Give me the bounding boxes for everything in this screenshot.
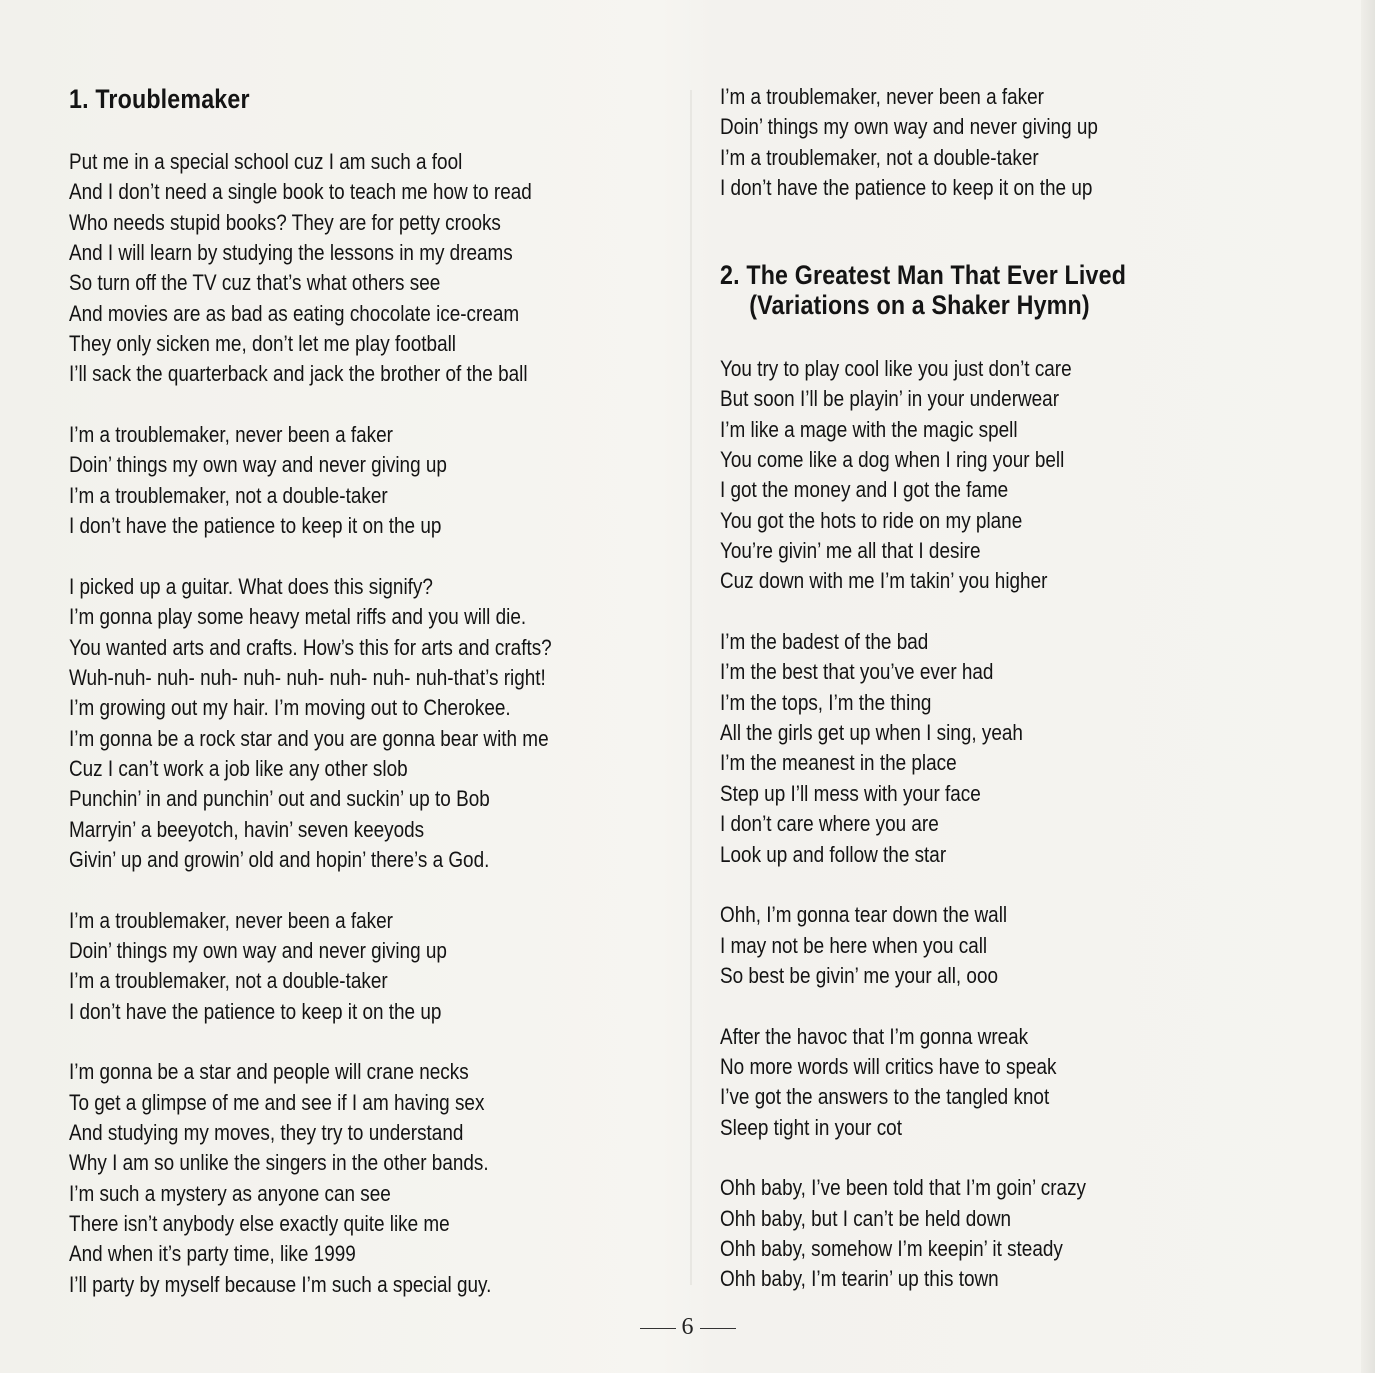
stanza-gap	[69, 875, 630, 905]
lyric-line: Punchin’ in and punchin’ out and suckin’ up to Bob	[69, 786, 490, 812]
lyric-line: After the havoc that I’m gonna wreak	[720, 1023, 1029, 1049]
lyric-line: I don’t care where you are	[720, 811, 939, 837]
lyric-line: Ohh, I’m gonna tear down the wall	[720, 902, 1008, 928]
lyric-line: So best be givin’ me your all, ooo	[720, 962, 999, 988]
lyric-line: Step up I’ll mess with your face	[720, 780, 981, 806]
lyric-line: I’m a troublemaker, not a double-taker	[720, 144, 1039, 170]
lyric-line: I picked up a guitar. What does this signify?	[69, 573, 433, 599]
greatest-man-lyrics	[720, 354, 1146, 1295]
stanza-gap	[69, 541, 630, 571]
stanza-gap	[720, 991, 1146, 1021]
lyric-line: Doin’ things my own way and never giving up	[69, 937, 447, 963]
lyric-line: Who needs stupid books? They are for petty crooks	[69, 209, 501, 235]
lyric-line: I don’t have the patience to keep it on the up	[69, 513, 442, 539]
lyric-line: You got the hots to ride on my plane	[720, 507, 1023, 533]
lyric-line: I’m a troublemaker, not a double-taker	[69, 482, 388, 508]
lyric-line: They only sicken me, don’t let me play football	[69, 331, 457, 357]
song-title-greatest-man	[720, 260, 1126, 320]
stanza-gap	[69, 390, 630, 420]
lyric-line: Givin’ up and growin’ old and hopin’ there’s a God.	[69, 846, 490, 872]
lyric-line: There isn’t anybody else exactly quite like me	[69, 1211, 450, 1237]
lyric-line: So turn off the TV cuz that’s what others see	[69, 270, 441, 296]
lyric-line: Ohh baby, I’ve been told that I’m goin’ crazy	[720, 1175, 1086, 1201]
lyric-line: I got the money and I got the fame	[720, 477, 1009, 503]
lyric-line: You’re givin’ me all that I desire	[720, 538, 981, 564]
lyric-line: Marryin’ a beeyotch, havin’ seven keeyods	[69, 816, 425, 842]
lyric-line: I’m growing out my hair. I’m moving out to Cherokee.	[69, 695, 511, 721]
page-number-value: 6	[681, 1314, 694, 1340]
lyric-line: I don’t have the patience to keep it on the up	[720, 175, 1093, 201]
stanza-gap	[720, 597, 1146, 627]
lyric-line: And movies are as bad as eating chocolate ice-cream	[69, 300, 520, 326]
lyric-line: You try to play cool like you just don’t care	[720, 356, 1072, 381]
lyric-line: Cuz down with me I’m takin’ you higher	[720, 568, 1048, 594]
lyric-line: I may not be here when you call	[720, 932, 988, 958]
lyric-line: Why I am so unlike the singers in the other bands.	[69, 1150, 489, 1176]
page-number-dash-left	[640, 1328, 676, 1330]
lyric-line: I’m such a mystery as anyone can see	[69, 1180, 391, 1206]
song-title-troublemaker: 1. Troublemaker	[69, 84, 250, 114]
lyric-line: Cuz I can’t work a job like any other slob	[69, 755, 408, 781]
lyric-line: I’m the tops, I’m the thing	[720, 689, 932, 715]
lyric-line: Doin’ things my own way and never giving up	[69, 452, 447, 478]
lyric-line: Doin’ things my own way and never giving up	[720, 114, 1098, 140]
lyric-line: Put me in a special school cuz I am such a fool	[69, 149, 463, 174]
stanza-gap	[69, 1027, 630, 1057]
troublemaker-lyrics-continued	[720, 82, 1159, 203]
stanza-gap	[720, 870, 1146, 900]
troublemaker-lyrics	[69, 147, 630, 1300]
lyric-line: I’m gonna play some heavy metal riffs and you will die.	[69, 604, 527, 630]
lyric-line: You wanted arts and crafts. How’s this for arts and crafts?	[69, 634, 552, 660]
song-title-line-2: (Variations on a Shaker Hymn)	[749, 290, 1090, 320]
lyric-line: I’m a troublemaker, never been a faker	[69, 907, 393, 933]
page-number	[0, 1314, 1375, 1341]
lyric-line: I’m a troublemaker, never been a faker	[69, 422, 393, 448]
lyric-line: I’m a troublemaker, not a double-taker	[69, 968, 388, 994]
lyric-line: I’ll party by myself because I’m such a special guy.	[69, 1271, 492, 1297]
song-title-line-1: 2. The Greatest Man That Ever Lived	[720, 260, 1127, 290]
lyric-line: And I will learn by studying the lessons in my dreams	[69, 240, 513, 266]
lyric-line: Ohh baby, I’m tearin’ up this town	[720, 1266, 999, 1292]
page-number-dash-right	[700, 1328, 736, 1330]
lyric-line: No more words will critics have to speak	[720, 1053, 1057, 1079]
lyric-line: I’m the badest of the bad	[720, 629, 929, 655]
stanza-gap	[720, 1143, 1146, 1173]
lyric-line: I’m like a mage with the magic spell	[720, 416, 1018, 442]
page-edge	[1361, 0, 1375, 1373]
lyric-line: And when it’s party time, like 1999	[69, 1241, 356, 1267]
lyric-line: Ohh baby, somehow I’m keepin’ it steady	[720, 1235, 1063, 1261]
lyric-line: I’m the meanest in the place	[720, 750, 957, 776]
lyric-line: I’m the best that you’ve ever had	[720, 659, 994, 685]
lyric-line: To get a glimpse of me and see if I am having sex	[69, 1089, 485, 1115]
lyric-line: Ohh baby, but I can’t be held down	[720, 1205, 1012, 1231]
lyric-line: And I don’t need a single book to teach me how to read	[69, 179, 532, 205]
lyric-line: Look up and follow the star	[720, 841, 947, 867]
lyric-line: I’ll sack the quarterback and jack the brother of the ball	[69, 361, 528, 387]
lyric-line: All the girls get up when I sing, yeah	[720, 720, 1023, 746]
lyric-line: I’m gonna be a rock star and you are gonna bear with me	[69, 725, 549, 751]
lyric-line: Wuh-nuh- nuh- nuh- nuh- nuh- nuh- nuh- nuh-that’s right!	[69, 664, 546, 690]
column-divider	[690, 90, 692, 1285]
lyric-line: I’ve got the answers to the tangled knot	[720, 1084, 1050, 1110]
lyric-line: And studying my moves, they try to understand	[69, 1120, 464, 1145]
lyric-line: I don’t have the patience to keep it on the up	[69, 998, 442, 1024]
lyric-line: You come like a dog when I ring your bell	[720, 447, 1065, 473]
lyric-line: I’m a troublemaker, never been a faker	[720, 84, 1044, 109]
lyric-line: I’m gonna be a star and people will crane necks	[69, 1059, 469, 1085]
lyric-line: Sleep tight in your cot	[720, 1114, 902, 1140]
lyric-line: But soon I’ll be playin’ in your underwear	[720, 386, 1060, 412]
